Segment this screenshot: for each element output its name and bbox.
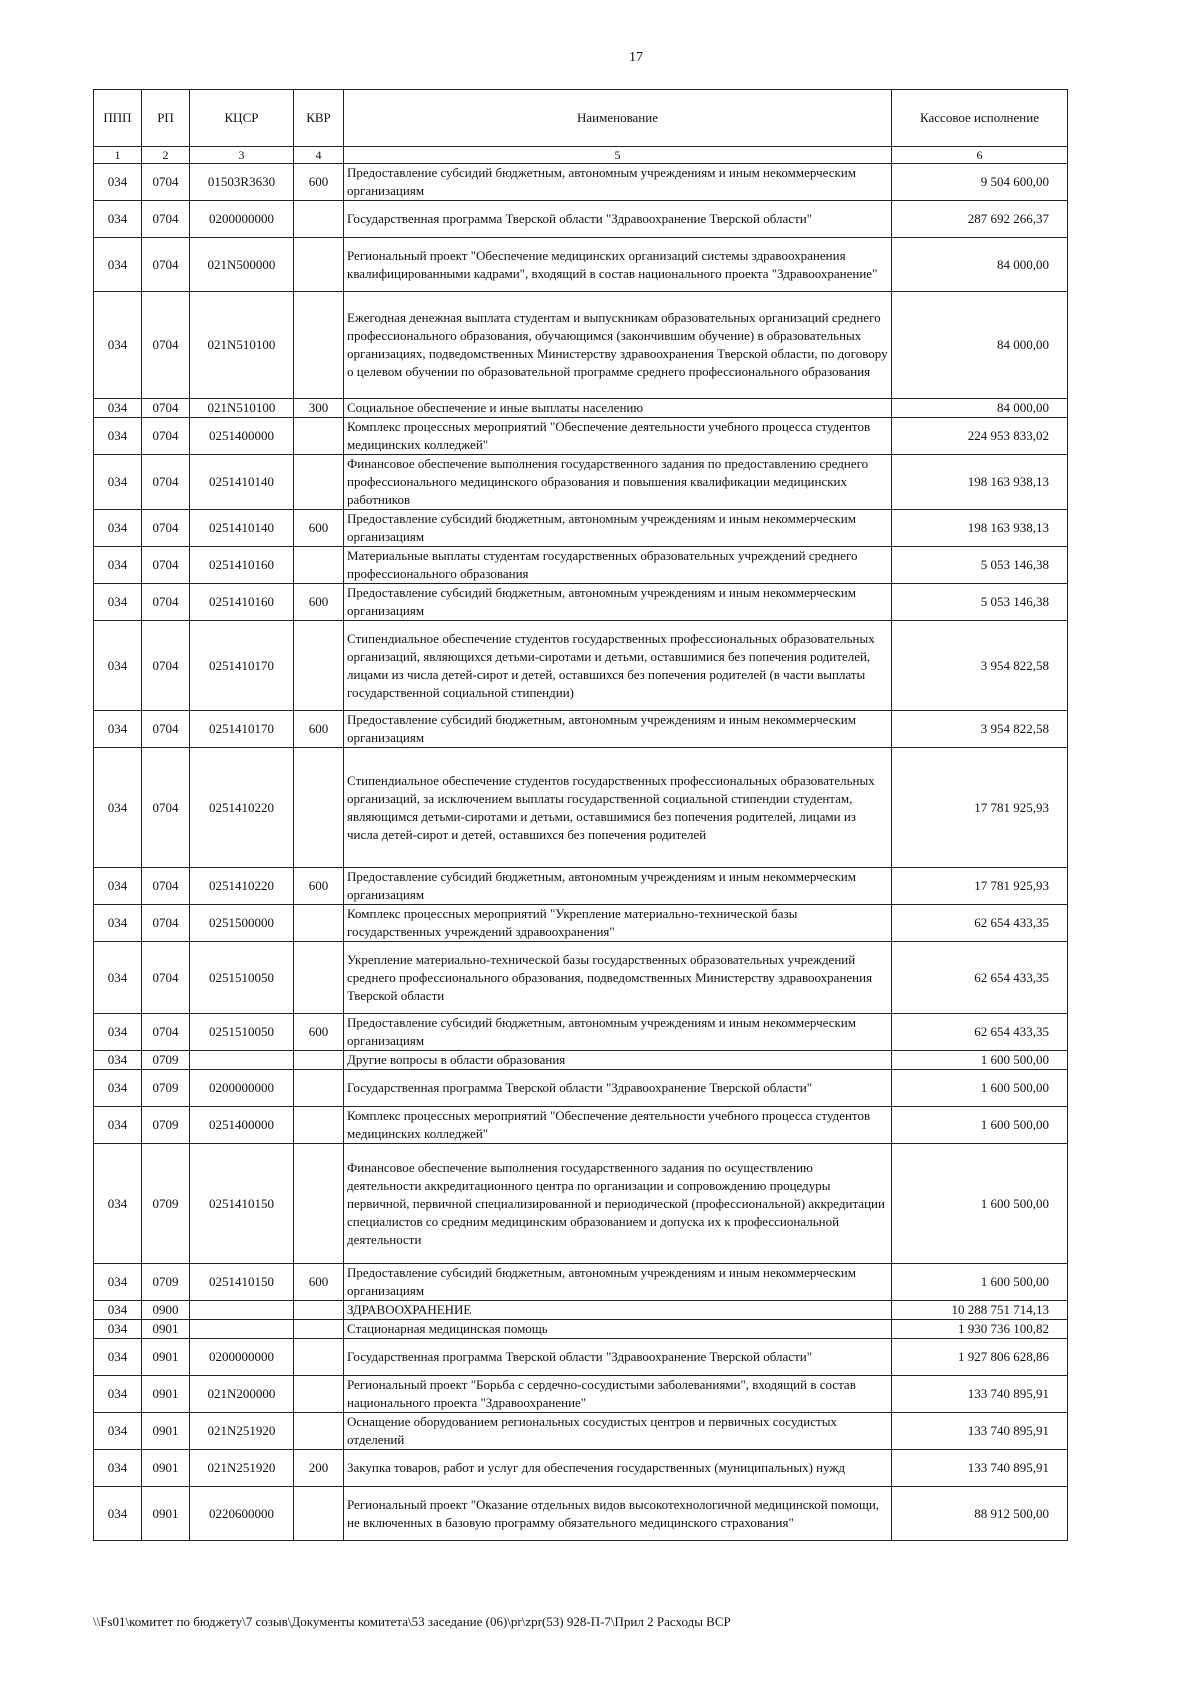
cell-amount: 3 954 822,58 xyxy=(892,621,1068,711)
cell-ppp: 034 xyxy=(94,1301,142,1320)
cell-name: Стипендиальное обеспечение студентов государственных профессиональных образовательных организаций, за исключением выплаты государственной социальной стипендии студентам, являющимся детьми-сиротами и детьми, оставшимися без попечения родителей, лицами из числа детей-сирот и детей, оставшихся без попечения родителей xyxy=(344,748,892,868)
cell-kcsr: 0251410170 xyxy=(190,711,294,748)
table-row xyxy=(94,1450,1068,1487)
cell-name: Государственная программа Тверской области "Здравоохранение Тверской области" xyxy=(344,1339,892,1376)
table-row xyxy=(94,1144,1068,1264)
column-number-row xyxy=(94,147,1068,164)
cell-kvr: 600 xyxy=(294,1014,344,1051)
cell-rp: 0704 xyxy=(142,621,190,711)
table-row xyxy=(94,164,1068,201)
cell-kcsr: 0251410150 xyxy=(190,1144,294,1264)
cell-name: Региональный проект "Оказание отдельных видов высокотехнологичной медицинской помощи, не включенных в базовую программу обязательного медицинского страхования" xyxy=(344,1487,892,1541)
table-body xyxy=(94,164,1068,1541)
table-row xyxy=(94,455,1068,510)
cell-kvr xyxy=(294,942,344,1014)
cell-kcsr: 021N200000 xyxy=(190,1376,294,1413)
cell-ppp: 034 xyxy=(94,510,142,547)
cell-kvr xyxy=(294,201,344,238)
cell-name: Предоставление субсидий бюджетным, автономным учреждениям и иным некоммерческим организациям xyxy=(344,868,892,905)
cell-name: Региональный проект "Обеспечение медицинских организаций системы здравоохранения квалифицированными кадрами", входящий в состав национального проекта "Здравоохранение" xyxy=(344,238,892,292)
cell-rp: 0704 xyxy=(142,164,190,201)
cell-kvr: 600 xyxy=(294,510,344,547)
table-row xyxy=(94,1413,1068,1450)
cell-kvr: 600 xyxy=(294,584,344,621)
cell-ppp: 034 xyxy=(94,238,142,292)
table-row xyxy=(94,621,1068,711)
cell-rp: 0901 xyxy=(142,1339,190,1376)
cell-rp: 0704 xyxy=(142,748,190,868)
cell-name: Государственная программа Тверской области "Здравоохранение Тверской области" xyxy=(344,201,892,238)
cell-ppp: 034 xyxy=(94,905,142,942)
cell-kvr xyxy=(294,1051,344,1070)
cell-rp: 0901 xyxy=(142,1320,190,1339)
cell-kcsr: 0251410160 xyxy=(190,584,294,621)
cell-ppp: 034 xyxy=(94,1014,142,1051)
table-row xyxy=(94,1487,1068,1541)
cell-amount: 287 692 266,37 xyxy=(892,201,1068,238)
cell-amount: 84 000,00 xyxy=(892,238,1068,292)
header-name: Наименование xyxy=(344,90,892,147)
cell-name: Финансовое обеспечение выполнения государственного задания по предоставлению среднего профессионального медицинского образования и повышения квалификации медицинских работников xyxy=(344,455,892,510)
cell-rp: 0704 xyxy=(142,905,190,942)
table-row xyxy=(94,905,1068,942)
cell-kcsr: 0251410140 xyxy=(190,455,294,510)
cell-amount: 133 740 895,91 xyxy=(892,1450,1068,1487)
cell-rp: 0704 xyxy=(142,201,190,238)
cell-kvr xyxy=(294,1144,344,1264)
cell-kcsr: 0251510050 xyxy=(190,1014,294,1051)
cell-name: Предоставление субсидий бюджетным, автономным учреждениям и иным некоммерческим организациям xyxy=(344,1014,892,1051)
cell-amount: 9 504 600,00 xyxy=(892,164,1068,201)
cell-kvr xyxy=(294,1413,344,1450)
cell-amount: 62 654 433,35 xyxy=(892,942,1068,1014)
cell-kcsr: 0251400000 xyxy=(190,418,294,455)
cell-kvr: 600 xyxy=(294,711,344,748)
table-row xyxy=(94,1014,1068,1051)
table-row xyxy=(94,1264,1068,1301)
cell-kcsr: 021N251920 xyxy=(190,1413,294,1450)
cell-amount: 198 163 938,13 xyxy=(892,510,1068,547)
cell-kcsr: 021N500000 xyxy=(190,238,294,292)
cell-amount: 1 600 500,00 xyxy=(892,1107,1068,1144)
cell-ppp: 034 xyxy=(94,1107,142,1144)
cell-ppp: 034 xyxy=(94,1264,142,1301)
column-number: 5 xyxy=(344,147,892,164)
cell-ppp: 034 xyxy=(94,1376,142,1413)
cell-kcsr: 0251410150 xyxy=(190,1264,294,1301)
table-row xyxy=(94,399,1068,418)
column-number: 2 xyxy=(142,147,190,164)
cell-amount: 1 930 736 100,82 xyxy=(892,1320,1068,1339)
cell-amount: 1 600 500,00 xyxy=(892,1264,1068,1301)
cell-ppp: 034 xyxy=(94,292,142,399)
cell-name: Закупка товаров, работ и услуг для обеспечения государственных (муниципальных) нужд xyxy=(344,1450,892,1487)
cell-kvr xyxy=(294,547,344,584)
cell-ppp: 034 xyxy=(94,164,142,201)
cell-ppp: 034 xyxy=(94,868,142,905)
cell-rp: 0704 xyxy=(142,547,190,584)
cell-ppp: 034 xyxy=(94,201,142,238)
table-row xyxy=(94,510,1068,547)
cell-ppp: 034 xyxy=(94,1487,142,1541)
cell-rp: 0704 xyxy=(142,1014,190,1051)
cell-rp: 0709 xyxy=(142,1051,190,1070)
cell-name: Предоставление субсидий бюджетным, автономным учреждениям и иным некоммерческим организациям xyxy=(344,164,892,201)
cell-kvr xyxy=(294,621,344,711)
cell-amount: 84 000,00 xyxy=(892,399,1068,418)
cell-kcsr: 0251410170 xyxy=(190,621,294,711)
cell-kcsr: 0251410220 xyxy=(190,868,294,905)
cell-kcsr: 01503R3630 xyxy=(190,164,294,201)
cell-kcsr: 0200000000 xyxy=(190,1070,294,1107)
footer-file-path: \\Fs01\комитет по бюджету\7 созыв\Документы комитета\53 заседание (06)\pr\zpr(53) 928-П-7\Прил 2 Расходы ВСР xyxy=(93,1614,731,1629)
cell-kcsr: 0251410160 xyxy=(190,547,294,584)
cell-rp: 0704 xyxy=(142,418,190,455)
table-row xyxy=(94,547,1068,584)
cell-ppp: 034 xyxy=(94,1070,142,1107)
cell-kcsr: 021N510100 xyxy=(190,292,294,399)
header-amount: Кассовое исполнение xyxy=(892,90,1068,147)
header-ppp: ППП xyxy=(94,90,142,147)
budget-table xyxy=(93,89,1068,1541)
cell-amount: 1 600 500,00 xyxy=(892,1051,1068,1070)
cell-ppp: 034 xyxy=(94,1339,142,1376)
cell-amount: 3 954 822,58 xyxy=(892,711,1068,748)
cell-ppp: 034 xyxy=(94,711,142,748)
cell-amount: 62 654 433,35 xyxy=(892,1014,1068,1051)
cell-amount: 5 053 146,38 xyxy=(892,584,1068,621)
cell-ppp: 034 xyxy=(94,547,142,584)
cell-name: Комплекс процессных мероприятий "Обеспечение деятельности учебного процесса студентов медицинских колледжей" xyxy=(344,418,892,455)
cell-kcsr: 0200000000 xyxy=(190,201,294,238)
cell-rp: 0709 xyxy=(142,1070,190,1107)
cell-name: Стационарная медицинская помощь xyxy=(344,1320,892,1339)
cell-amount: 88 912 500,00 xyxy=(892,1487,1068,1541)
cell-ppp: 034 xyxy=(94,418,142,455)
cell-rp: 0704 xyxy=(142,455,190,510)
cell-amount: 133 740 895,91 xyxy=(892,1376,1068,1413)
cell-amount: 10 288 751 714,13 xyxy=(892,1301,1068,1320)
cell-kvr xyxy=(294,748,344,868)
cell-ppp: 034 xyxy=(94,455,142,510)
cell-rp: 0704 xyxy=(142,399,190,418)
cell-kcsr xyxy=(190,1051,294,1070)
cell-name: Предоставление субсидий бюджетным, автономным учреждениям и иным некоммерческим организациям xyxy=(344,510,892,547)
table-row xyxy=(94,1051,1068,1070)
cell-name: ЗДРАВООХРАНЕНИЕ xyxy=(344,1301,892,1320)
page-number: 17 xyxy=(629,50,643,65)
cell-kcsr: 021N510100 xyxy=(190,399,294,418)
table-row xyxy=(94,711,1068,748)
cell-kvr xyxy=(294,418,344,455)
cell-amount: 62 654 433,35 xyxy=(892,905,1068,942)
cell-kvr xyxy=(294,292,344,399)
cell-amount: 17 781 925,93 xyxy=(892,868,1068,905)
cell-name: Предоставление субсидий бюджетным, автономным учреждениям и иным некоммерческим организациям xyxy=(344,1264,892,1301)
cell-kcsr xyxy=(190,1301,294,1320)
header-row xyxy=(94,90,1068,147)
table-row xyxy=(94,1376,1068,1413)
cell-rp: 0704 xyxy=(142,942,190,1014)
cell-kvr xyxy=(294,1376,344,1413)
cell-ppp: 034 xyxy=(94,584,142,621)
cell-amount: 133 740 895,91 xyxy=(892,1413,1068,1450)
cell-rp: 0704 xyxy=(142,868,190,905)
table-row xyxy=(94,748,1068,868)
cell-ppp: 034 xyxy=(94,1144,142,1264)
header-kvr: КВР xyxy=(294,90,344,147)
cell-name: Финансовое обеспечение выполнения государственного задания по осуществлению деятельности аккредитационного центра по организации и сопровождению процедуры первичной, первичной специализированной и периодической (профессиональной) аккредитации специалистов со средним медицинским образованием и допуска их к профессиональной деятельности xyxy=(344,1144,892,1264)
cell-ppp: 034 xyxy=(94,748,142,868)
cell-name: Предоставление субсидий бюджетным, автономным учреждениям и иным некоммерческим организациям xyxy=(344,584,892,621)
cell-rp: 0901 xyxy=(142,1413,190,1450)
cell-rp: 0901 xyxy=(142,1376,190,1413)
header-rp: РП xyxy=(142,90,190,147)
cell-kvr xyxy=(294,1320,344,1339)
cell-name: Укрепление материально-технической базы государственных образовательных учреждений среднего профессионального образования, подведомственных Министерству здравоохранения Тверской области xyxy=(344,942,892,1014)
cell-kcsr: 0251500000 xyxy=(190,905,294,942)
cell-amount: 5 053 146,38 xyxy=(892,547,1068,584)
cell-amount: 17 781 925,93 xyxy=(892,748,1068,868)
cell-rp: 0709 xyxy=(142,1144,190,1264)
table-row xyxy=(94,1070,1068,1107)
cell-rp: 0901 xyxy=(142,1487,190,1541)
table-row xyxy=(94,418,1068,455)
cell-kvr: 300 xyxy=(294,399,344,418)
column-number: 4 xyxy=(294,147,344,164)
cell-kvr xyxy=(294,238,344,292)
cell-kvr: 600 xyxy=(294,868,344,905)
cell-rp: 0704 xyxy=(142,292,190,399)
cell-name: Предоставление субсидий бюджетным, автономным учреждениям и иным некоммерческим организациям xyxy=(344,711,892,748)
table-row xyxy=(94,1339,1068,1376)
cell-name: Ежегодная денежная выплата студентам и выпускникам образовательных организаций среднего профессионального образования, обучающимся (закончившим обучение) в образовательных организациях, подведомственных Министерству здравоохранения Тверской области, по договору о целевом обучении по образовательной программе среднего профессионального образования xyxy=(344,292,892,399)
header-kcsr: КЦСР xyxy=(190,90,294,147)
cell-rp: 0704 xyxy=(142,510,190,547)
cell-name: Другие вопросы в области образования xyxy=(344,1051,892,1070)
cell-kvr xyxy=(294,905,344,942)
cell-ppp: 034 xyxy=(94,621,142,711)
table-row xyxy=(94,1301,1068,1320)
cell-name: Материальные выплаты студентам государственных образовательных учреждений среднего профессионального образования xyxy=(344,547,892,584)
cell-amount: 84 000,00 xyxy=(892,292,1068,399)
cell-ppp: 034 xyxy=(94,1320,142,1339)
cell-kvr xyxy=(294,455,344,510)
cell-kcsr: 0251400000 xyxy=(190,1107,294,1144)
cell-kvr xyxy=(294,1070,344,1107)
table-row xyxy=(94,1107,1068,1144)
cell-ppp: 034 xyxy=(94,399,142,418)
cell-rp: 0704 xyxy=(142,238,190,292)
cell-name: Стипендиальное обеспечение студентов государственных профессиональных образовательных организаций, являющихся детьми-сиротами и детьми, оставшимися без попечения родителей, лицами из числа детей-сирот и детей, оставшихся без попечения родителей (в части выплаты государственной социальной стипендии) xyxy=(344,621,892,711)
cell-kvr xyxy=(294,1487,344,1541)
table-row xyxy=(94,238,1068,292)
cell-name: Государственная программа Тверской области "Здравоохранение Тверской области" xyxy=(344,1070,892,1107)
cell-kcsr: 021N251920 xyxy=(190,1450,294,1487)
cell-kvr xyxy=(294,1107,344,1144)
cell-kvr xyxy=(294,1339,344,1376)
table-row xyxy=(94,1320,1068,1339)
cell-name: Комплекс процессных мероприятий "Обеспечение деятельности учебного процесса студентов медицинских колледжей" xyxy=(344,1107,892,1144)
table-row xyxy=(94,868,1068,905)
cell-ppp: 034 xyxy=(94,942,142,1014)
cell-name: Оснащение оборудованием региональных сосудистых центров и первичных сосудистых отделений xyxy=(344,1413,892,1450)
cell-kcsr xyxy=(190,1320,294,1339)
cell-name: Комплекс процессных мероприятий "Укрепление материально-технической базы государственных учреждений здравоохранения" xyxy=(344,905,892,942)
cell-ppp: 034 xyxy=(94,1450,142,1487)
column-number: 3 xyxy=(190,147,294,164)
cell-amount: 1 927 806 628,86 xyxy=(892,1339,1068,1376)
column-number: 1 xyxy=(94,147,142,164)
cell-kcsr: 0220600000 xyxy=(190,1487,294,1541)
cell-ppp: 034 xyxy=(94,1413,142,1450)
cell-amount: 198 163 938,13 xyxy=(892,455,1068,510)
table-row xyxy=(94,584,1068,621)
cell-kvr: 600 xyxy=(294,1264,344,1301)
cell-name: Социальное обеспечение и иные выплаты населению xyxy=(344,399,892,418)
cell-rp: 0901 xyxy=(142,1450,190,1487)
cell-rp: 0709 xyxy=(142,1107,190,1144)
cell-amount: 224 953 833,02 xyxy=(892,418,1068,455)
table-row xyxy=(94,292,1068,399)
cell-kcsr: 0251410140 xyxy=(190,510,294,547)
cell-ppp: 034 xyxy=(94,1051,142,1070)
cell-kvr xyxy=(294,1301,344,1320)
column-number: 6 xyxy=(892,147,1068,164)
cell-kcsr: 0200000000 xyxy=(190,1339,294,1376)
cell-kvr: 200 xyxy=(294,1450,344,1487)
cell-kcsr: 0251510050 xyxy=(190,942,294,1014)
cell-rp: 0704 xyxy=(142,711,190,748)
cell-rp: 0900 xyxy=(142,1301,190,1320)
cell-rp: 0709 xyxy=(142,1264,190,1301)
table-row xyxy=(94,942,1068,1014)
cell-rp: 0704 xyxy=(142,584,190,621)
cell-kcsr: 0251410220 xyxy=(190,748,294,868)
cell-kvr: 600 xyxy=(294,164,344,201)
cell-amount: 1 600 500,00 xyxy=(892,1070,1068,1107)
cell-amount: 1 600 500,00 xyxy=(892,1144,1068,1264)
cell-name: Региональный проект "Борьба с сердечно-сосудистыми заболеваниями", входящий в состав национального проекта "Здравоохранение" xyxy=(344,1376,892,1413)
table-row xyxy=(94,201,1068,238)
